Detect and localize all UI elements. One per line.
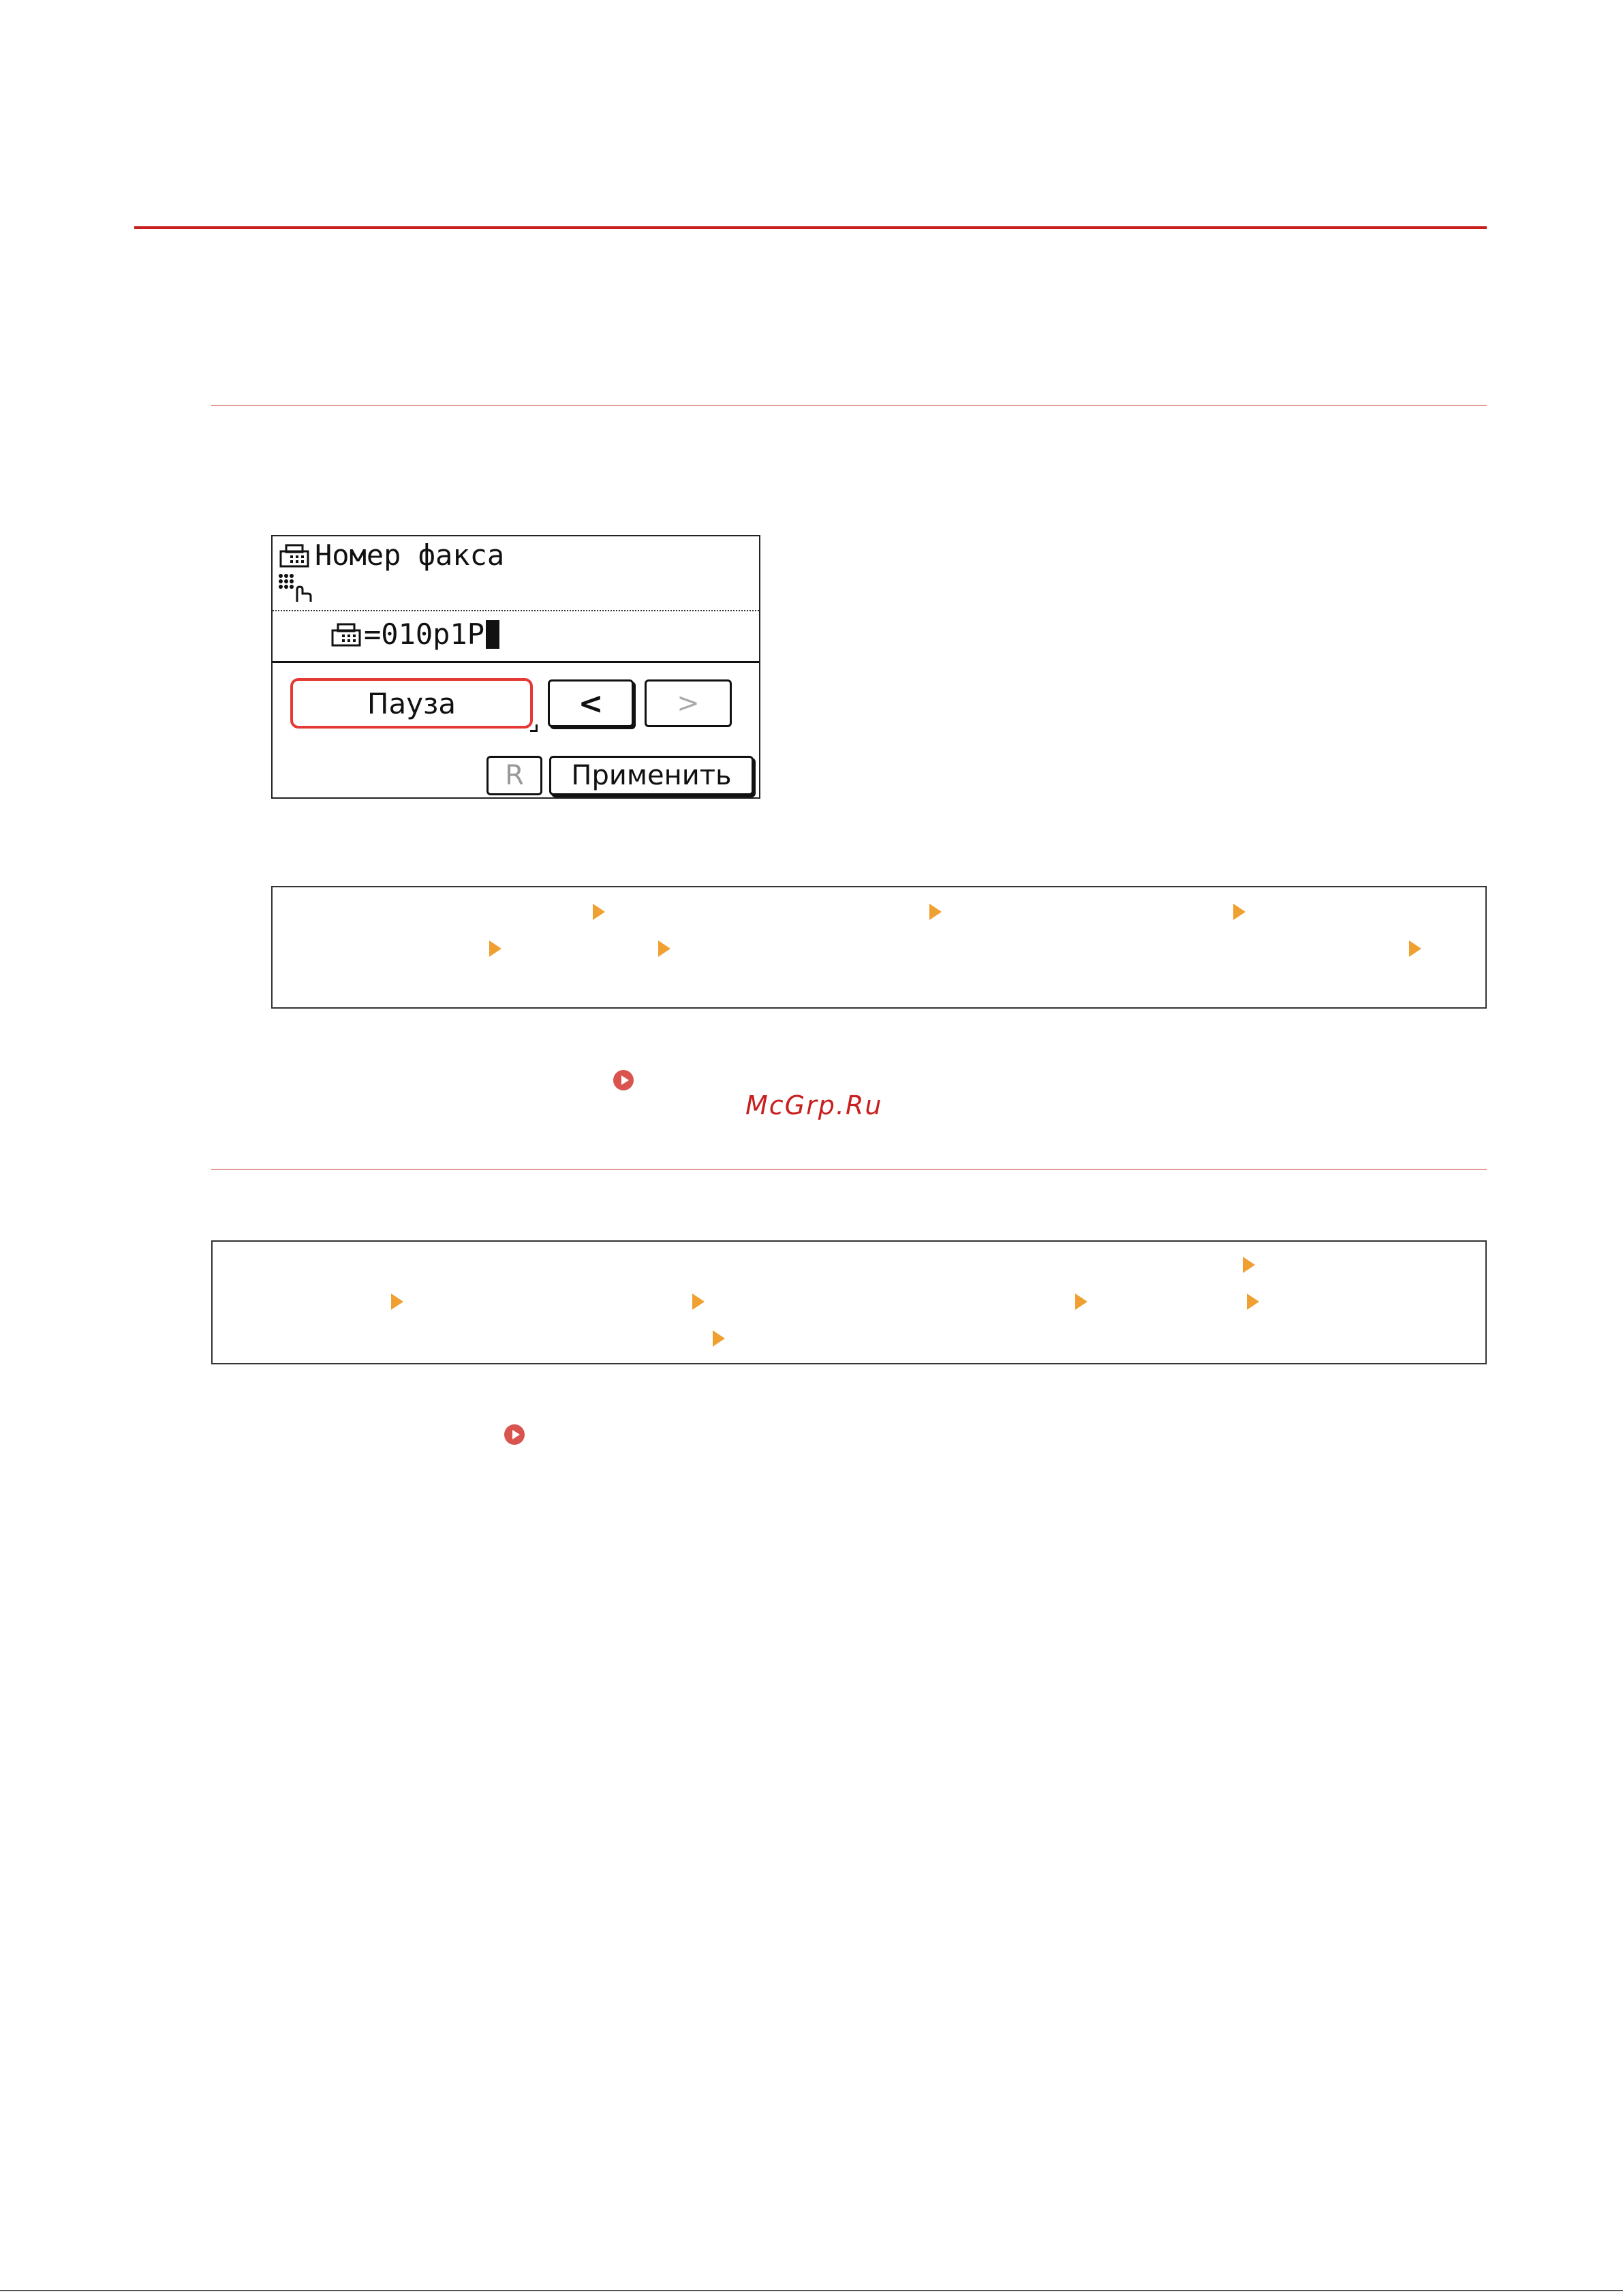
apply-button[interactable] xyxy=(549,756,754,795)
section-divider-1 xyxy=(211,405,1487,406)
circle-arrow-icon[interactable] xyxy=(504,1424,525,1445)
cursor-right-button[interactable] xyxy=(645,679,732,727)
r-button-label: R xyxy=(505,760,524,791)
orange-triangle-icon xyxy=(1409,940,1421,957)
orange-triangle-icon xyxy=(658,940,670,957)
fax-number-value: =010p1P xyxy=(364,617,485,651)
orange-triangle-icon xyxy=(593,904,605,920)
lcd-title: Номер факса xyxy=(315,538,505,572)
lcd-solid-separator xyxy=(273,661,759,663)
orange-triangle-icon xyxy=(489,940,501,957)
footer-rule xyxy=(0,2290,1623,2291)
fax-icon xyxy=(279,543,309,568)
circle-arrow-icon[interactable] xyxy=(613,1070,634,1090)
section-divider-2 xyxy=(211,1169,1487,1170)
orange-triangle-icon xyxy=(713,1330,725,1347)
menu-path-box-2 xyxy=(211,1240,1487,1364)
watermark: McGrp.Ru xyxy=(745,1090,883,1120)
orange-triangle-icon xyxy=(692,1294,705,1310)
keypad-touch-icon xyxy=(277,572,315,603)
fax-icon xyxy=(331,622,361,647)
orange-triangle-icon xyxy=(1233,904,1246,920)
apply-button-label: Применить xyxy=(571,760,732,791)
cursor-left-button[interactable] xyxy=(548,679,634,727)
pause-button-corner-mark xyxy=(530,724,538,732)
lcd-dotted-separator xyxy=(273,610,759,611)
pause-button-label: Пауза xyxy=(367,686,457,720)
header-rule xyxy=(134,226,1487,229)
pause-button[interactable] xyxy=(290,678,533,729)
orange-triangle-icon xyxy=(391,1294,403,1310)
orange-triangle-icon xyxy=(929,904,942,920)
r-button[interactable] xyxy=(486,756,542,795)
menu-path-box-1 xyxy=(271,886,1487,1009)
lcd-screen xyxy=(271,535,760,799)
orange-triangle-icon xyxy=(1075,1294,1087,1310)
orange-triangle-icon xyxy=(1243,1257,1255,1273)
orange-triangle-icon xyxy=(1247,1294,1259,1310)
text-cursor xyxy=(486,620,499,649)
chevron-left-icon: < xyxy=(578,686,604,721)
fax-number-input[interactable] xyxy=(364,615,499,654)
chevron-right-icon: > xyxy=(677,688,700,719)
